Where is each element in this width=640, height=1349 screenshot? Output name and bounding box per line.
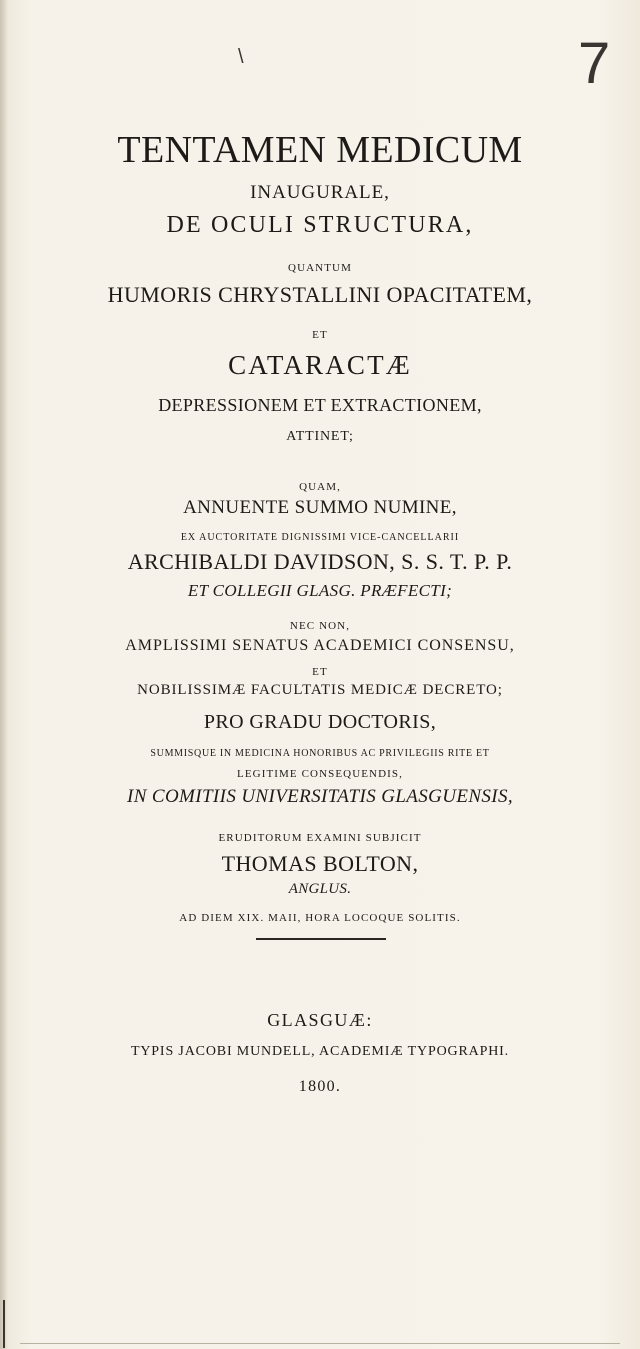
in-comitiis-line: IN COMITIIS UNIVERSITATIS GLASGUENSIS, <box>127 786 513 807</box>
year-line: 1800. <box>298 1078 342 1095</box>
quam-line: QUAM, <box>299 481 341 493</box>
pro-gradu-line: PRO GRADU DOCTORIS, <box>203 711 437 733</box>
archibaldi-line: ARCHIBALDI DAVIDSON, S. S. T. P. P. <box>127 549 513 574</box>
et-line-1: ET <box>312 329 328 341</box>
corner-mark-left: \ <box>238 46 244 68</box>
de-oculi-line: DE OCULI STRUCTURA, <box>166 212 474 238</box>
legitime-line: LEGITIME CONSEQUENDIS, <box>237 768 403 780</box>
summisque-line: SUMMISQUE IN MEDICINA HONORIBUS AC PRIVILEGIIS RITE ET <box>150 748 490 759</box>
inaugurale-line: INAUGURALE, <box>250 182 390 203</box>
et-line-2: ET <box>312 666 328 678</box>
humoris-line: HUMORIS CHRYSTALLINI OPACITATEM, <box>107 282 533 307</box>
separator-rule <box>256 938 386 940</box>
main-title: TENTAMEN MEDICUM <box>117 129 523 171</box>
nec-non-line: NEC NON, <box>289 620 351 632</box>
anglus-line: ANGLUS. <box>288 881 352 897</box>
ex-auctoritate-line: EX AUCTORITATE DIGNISSIMI VICE-CANCELLARII <box>180 532 460 543</box>
annuente-line: ANNUENTE SUMMO NUMINE, <box>183 497 457 518</box>
cataractae-line: CATARACTÆ <box>228 350 412 380</box>
depressionem-line: DEPRESSIONEM ET EXTRACTIONEM, <box>158 395 482 415</box>
author-name: THOMAS BOLTON, <box>221 851 419 876</box>
quantum-line: QUANTUM <box>288 262 352 274</box>
glasguae-line: GLASGUÆ: <box>267 1010 373 1030</box>
page-bottom-rule <box>20 1343 620 1344</box>
ad-diem-line: AD DIEM XIX. MAII, HORA LOCOQUE SOLITIS. <box>179 912 461 924</box>
eruditorum-line: ERUDITORUM EXAMINI SUBJICIT <box>218 832 422 844</box>
corner-mark-right: 7 <box>578 31 611 96</box>
amplissimi-line: AMPLISSIMI SENATUS ACADEMICI CONSENSU, <box>125 637 515 654</box>
nobilissimae-line: NOBILISSIMÆ FACULTATIS MEDICÆ DECRETO; <box>137 682 503 698</box>
attinet-line: ATTINET; <box>286 429 354 444</box>
collegii-line: ET COLLEGII GLASG. PRÆFECTI; <box>187 581 453 600</box>
typis-line: TYPIS JACOBI MUNDELL, ACADEMIÆ TYPOGRAPHI. <box>130 1044 510 1059</box>
page-edge-mark <box>3 1300 5 1348</box>
